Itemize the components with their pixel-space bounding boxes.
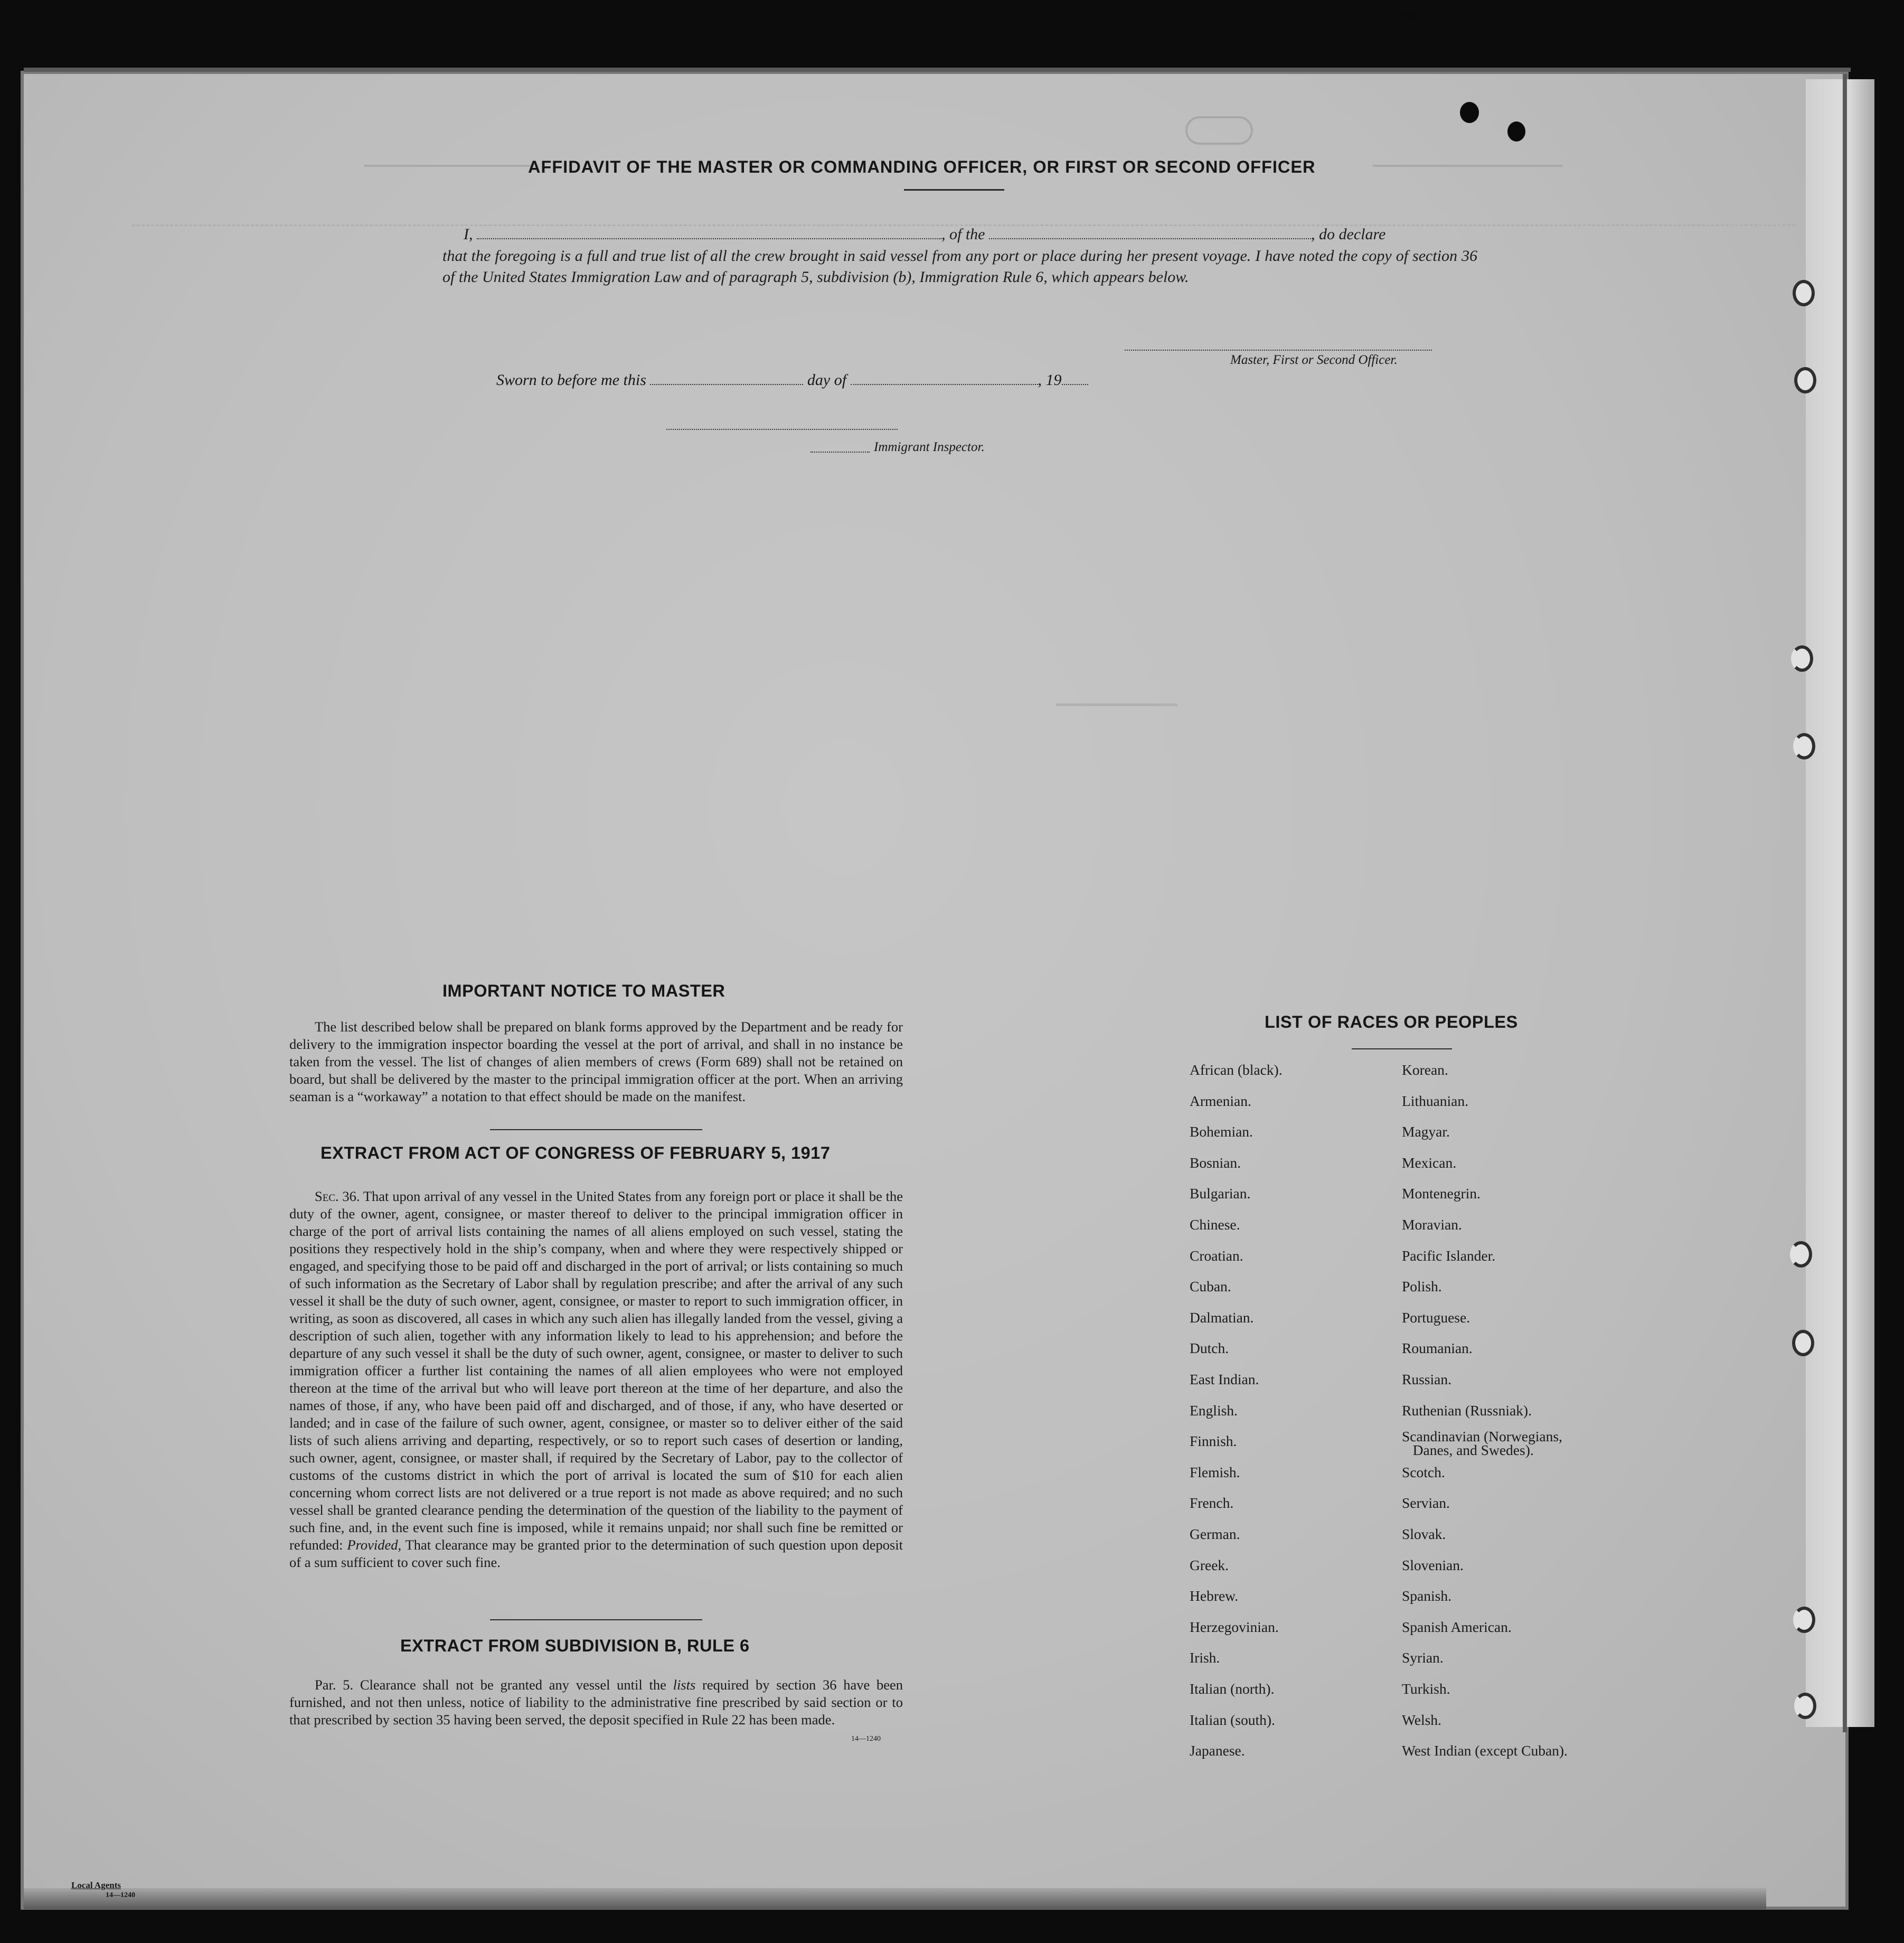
affidavit-declaration (442, 224, 1477, 288)
sworn-day-field[interactable] (650, 384, 803, 385)
race-item: Magyar. (1402, 1123, 1450, 1140)
footer-form-number: 14—1240 (106, 1891, 135, 1899)
race-item: English. (1190, 1402, 1238, 1419)
declaration-i: I, (464, 226, 473, 243)
race-item: Portuguese. (1402, 1309, 1471, 1326)
race-item: Irish. (1190, 1649, 1220, 1666)
inspector-signature-line[interactable] (666, 429, 898, 430)
rule-text-post: required by section 36 have been furnished, and not then unless, notice of liability to the administrative fine prescribed by said section or to that prescribed by section 35 having been served, the deposit specified in Rule 22 has been made. (289, 1677, 903, 1728)
rule-text-lists: lists (673, 1677, 696, 1693)
inspector-label: Immigrant Inspector. (874, 440, 985, 454)
sworn-line (496, 371, 1088, 389)
declaration-body: that the foregoing is a full and true list of all the crew brought in said vessel from any port or place during her present voyage. I have noted the copy of section 36 of the United States Immigration Law and of paragraph 5, subdivision (b), Immigration Rule 6, which appears below. (442, 247, 1477, 286)
race-item: Chinese. (1190, 1216, 1240, 1233)
punch-hole-icon (1793, 733, 1815, 759)
sec-text: That upon arrival of any vessel in the United States from any foreign port or place it shall be the duty of the owner, agent, consignee, or master thereof to deliver to the principal immigration officer in charge of the port of arrival lists containing the names of all aliens employed on such vessel, stating the positions they respectively hold in the ship’s company, when and where they were respectively shipped or engaged, and specifying those to be paid off and discharged in the port of arrival; or lists containing so much of such information as the Secretary of Labor shall by regulation prescribe; and after the arrival of any such vessel it shall be the duty of such owner, agent, consignee, or master to report to such immigration officer, in writing, as soon as discovered, all cases in which any such alien has illegally landed from the vessel, giving a description of such alien, together with any information likely to lead to his apprehension; and before the departure of any such vessel it shall be the duty of such owner, agent, consignee, or master to deliver to such immigration officer a further list containing the names of all alien employees who were not employed thereon at the time of the arrival but who will leave port thereon at the time of her departure, and also the names of those, if any, who have been paid off and discharged, and of those, if any, who have deserted or landed; and in case of the failure of such owner, agent, consignee, or master so to deliver either of the said lists of such aliens arriving and departing, respectively, or so to report such cases of desertion or landing, such owner, agent, consignee, or master shall, if required by the Secretary of Labor, pay to the collector of customs of the customs district in which the port of arrival is located the sum of $10 for each alien concerning whom correct lists are not delivered or a true report is not made as above required; and no such vessel shall be granted clearance pending the determination of the question of the liability to the payment of such fine, and, in the event such fine is imposed, while it remains unpaid; nor shall such fine be remitted or refunded: (289, 1188, 903, 1553)
race-item: Scandinavian (Norwegians, Danes, and Swedes). (1402, 1428, 1562, 1459)
sworn-month-field[interactable] (851, 384, 1038, 385)
race-item: Slovak. (1402, 1526, 1446, 1542)
declaration-of-the: , of the (941, 226, 985, 243)
notice-body (289, 1018, 903, 1105)
races-title: LIST OF RACES OR PEOPLES (1265, 1012, 1518, 1031)
punch-hole-icon (1792, 1330, 1814, 1356)
sworn-year-prefix: , 19 (1038, 371, 1062, 389)
race-item: Mexican. (1402, 1154, 1457, 1171)
race-item: Dalmatian. (1190, 1309, 1254, 1326)
rule-extract-title: EXTRACT FROM SUBDIVISION B, RULE 6 (400, 1636, 750, 1655)
proviso-text: That clearance may be granted prior to the determination of such question upon deposit of a sum sufficient to cover such fine. (289, 1537, 903, 1570)
notice-text: The list described below shall be prepared on blank forms approved by the Department and be ready for delivery to the immigration inspector boarding the vessel at the port of arrival, and shall in no instance be taken from the vessel. The list of changes of alien members of crews (Form 689) shall not be retained on board, but shall be delivered by the master to the principal immigration officer at the port. When an arriving seaman is a “workaway” a notation to that effect should be made on the manifest. (289, 1019, 903, 1104)
master-signature-line[interactable] (1125, 350, 1432, 351)
ink-dot (1405, 12, 1414, 19)
race-item: Herzegovinian. (1190, 1618, 1279, 1635)
race-item: Ruthenian (Russniak). (1402, 1402, 1532, 1419)
race-item: Bulgarian. (1190, 1185, 1251, 1202)
punch-hole-icon (1793, 1607, 1815, 1633)
sworn-year-field[interactable] (1062, 384, 1088, 385)
vessel-name-field[interactable] (989, 238, 1311, 239)
declarant-name-field[interactable] (477, 238, 941, 239)
race-item: West Indian (except Cuban). (1402, 1742, 1568, 1759)
race-item: Japanese. (1190, 1742, 1245, 1759)
race-item: East Indian. (1190, 1371, 1259, 1387)
rule-extract-body (289, 1676, 903, 1729)
race-item: Greek. (1190, 1556, 1229, 1573)
race-item: Lithuanian. (1402, 1092, 1469, 1109)
bleed-through-mark (1373, 153, 1563, 167)
page-bottom-edge (24, 1888, 1766, 1909)
ink-dot (1507, 121, 1525, 142)
act-extract-body (289, 1188, 903, 1571)
local-agents-label: Local Agents (71, 1880, 121, 1890)
rule-text-pre: Clearance shall not be granted any vessel until the (360, 1677, 666, 1693)
notice-title: IMPORTANT NOTICE TO MASTER (442, 981, 725, 1000)
section-rule (490, 1619, 702, 1620)
race-item: Cuban. (1190, 1278, 1231, 1295)
master-signature-label: Master, First or Second Officer. (1230, 353, 1398, 367)
race-item: Servian. (1402, 1495, 1450, 1512)
race-item: Bohemian. (1190, 1123, 1253, 1140)
race-item: Flemish. (1190, 1463, 1240, 1480)
sworn-prefix: Sworn to before me this (496, 371, 646, 389)
act-extract-title: EXTRACT FROM ACT OF CONGRESS OF FEBRUARY 5, 1917 (321, 1143, 831, 1162)
page-edge-strip (1806, 79, 1874, 1727)
faint-stamp-mark (1185, 116, 1253, 145)
sec-label: Sec. 36. (315, 1188, 360, 1204)
race-item: Korean. (1402, 1062, 1448, 1078)
title-rule (904, 189, 1004, 191)
top-edge-line (24, 68, 1851, 72)
bleed-through-mark (1056, 697, 1177, 706)
race-item: German. (1190, 1526, 1240, 1542)
right-edge-line (1843, 74, 1847, 1732)
race-item: Scotch. (1402, 1463, 1445, 1480)
race-item: Italian (north). (1190, 1681, 1275, 1697)
race-item: Bosnian. (1190, 1154, 1241, 1171)
paper-sheet (24, 74, 1845, 1907)
affidavit-title: AFFIDAVIT OF THE MASTER OR COMMANDING OFFICER, OR FIRST OR SECOND OFFICER (528, 157, 1316, 176)
race-item: Montenegrin. (1402, 1185, 1481, 1202)
race-item: Welsh. (1402, 1711, 1441, 1728)
race-item: Syrian. (1402, 1649, 1444, 1666)
race-item: Hebrew. (1190, 1588, 1239, 1604)
race-item: Croatian. (1190, 1247, 1243, 1264)
race-item: Slovenian. (1402, 1556, 1464, 1573)
punch-hole-icon (1790, 1241, 1812, 1268)
race-item: Turkish. (1402, 1681, 1450, 1697)
race-item: Russian. (1402, 1371, 1451, 1387)
race-item: Italian (south). (1190, 1711, 1275, 1728)
race-item: French. (1190, 1495, 1234, 1512)
races-title-rule (1352, 1048, 1452, 1049)
punch-hole-icon (1793, 280, 1815, 306)
race-item: Moravian. (1402, 1216, 1462, 1233)
punch-hole-icon (1794, 1693, 1816, 1719)
bleed-through-mark (364, 153, 533, 167)
punch-hole-icon (1794, 367, 1816, 393)
inspector-lead-line (810, 452, 870, 453)
race-item: Armenian. (1190, 1092, 1251, 1109)
race-item: Roumanian. (1402, 1340, 1473, 1357)
sworn-day-of: day of (807, 371, 847, 389)
declaration-do-declare: , do declare (1311, 226, 1386, 243)
race-item: Spanish. (1402, 1588, 1451, 1604)
race-item: African (black). (1190, 1062, 1283, 1078)
race-item: Dutch. (1190, 1340, 1229, 1357)
section-rule (490, 1129, 702, 1130)
par-label: Par. 5. (315, 1677, 354, 1693)
form-number: 14—1240 (851, 1735, 881, 1743)
proviso-label: Provided, (347, 1537, 402, 1553)
race-item: Polish. (1402, 1278, 1442, 1295)
race-item: Finnish. (1190, 1433, 1237, 1450)
race-item: Pacific Islander. (1402, 1247, 1496, 1264)
punch-hole-icon (1791, 645, 1813, 672)
race-item: Spanish American. (1402, 1618, 1512, 1635)
ink-dot (1460, 102, 1479, 123)
